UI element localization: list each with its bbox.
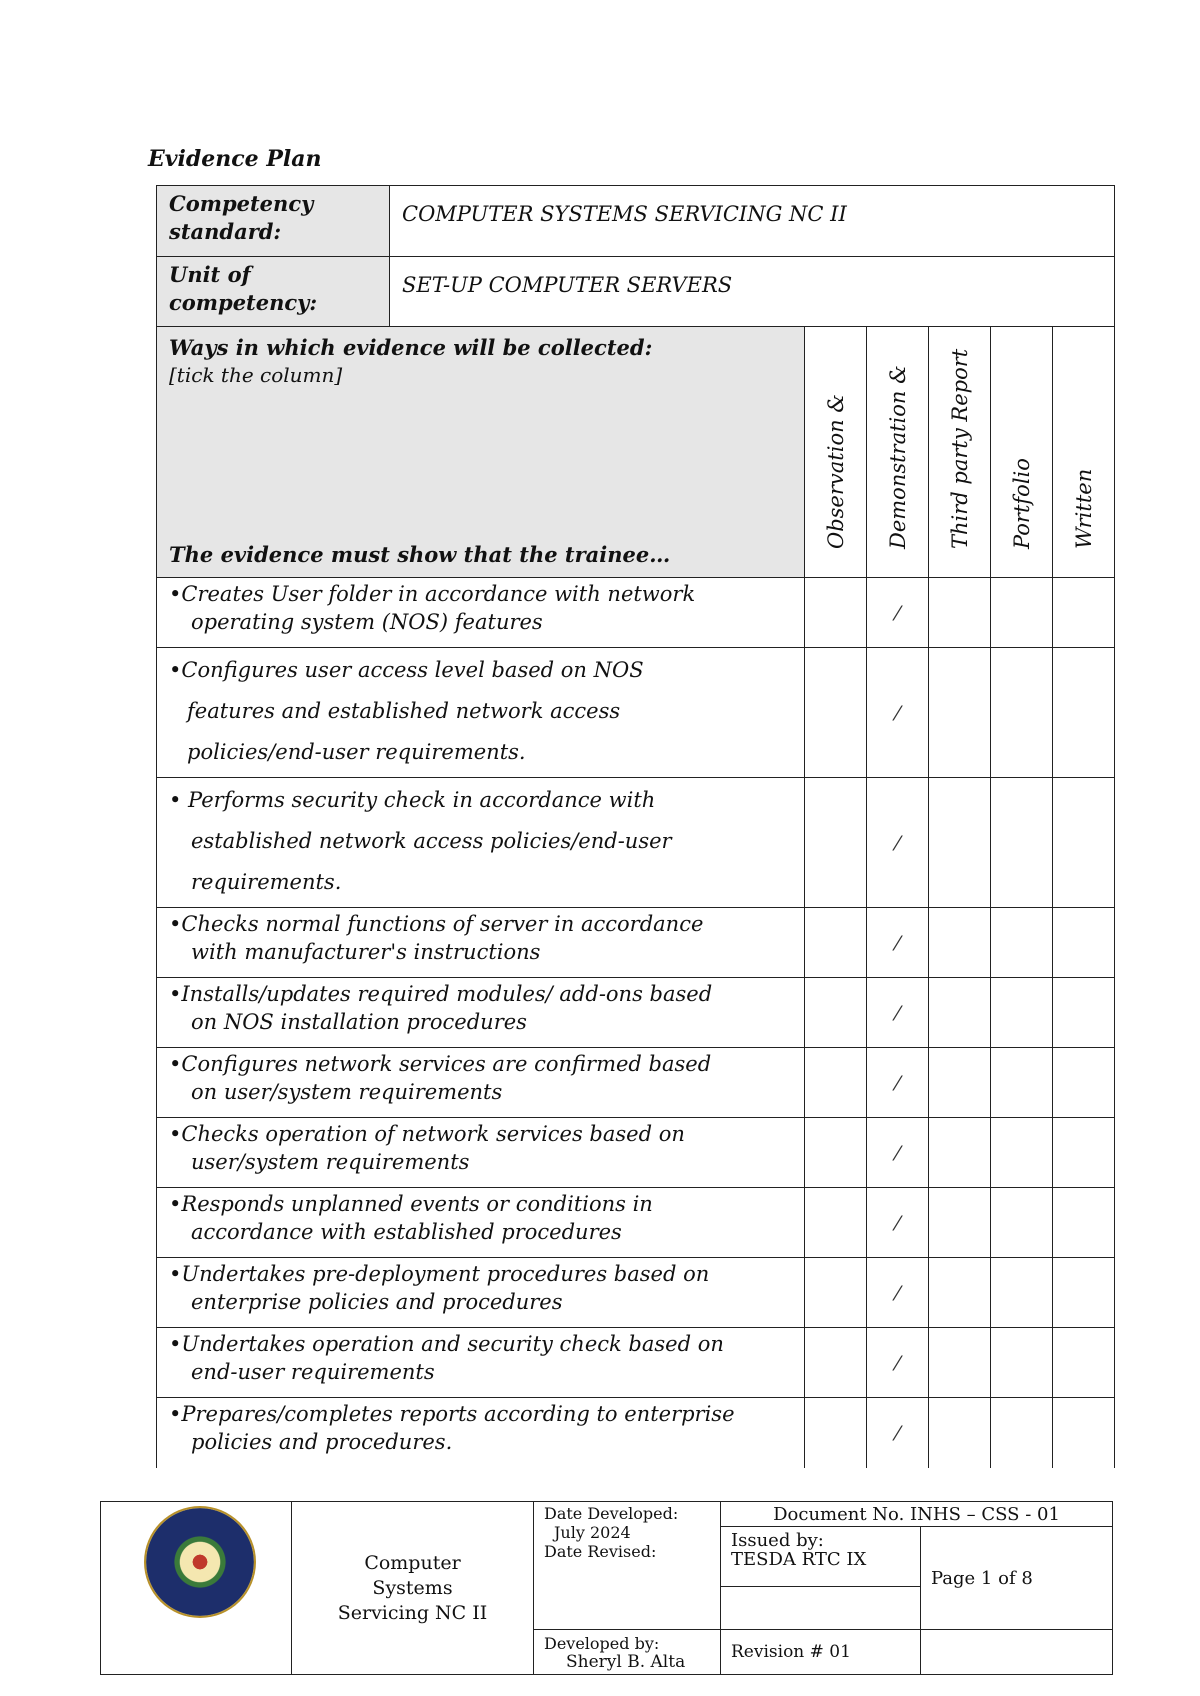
tick-mark: ⁄	[867, 648, 929, 778]
criterion-text: •Configures network services are confirmed based	[169, 1052, 712, 1076]
criterion-text: •Configures user access level based on NOS	[169, 658, 644, 682]
ways-footer: The evidence must show that the trainee…	[169, 542, 671, 567]
criterion-text: policies/end-user requirements.	[187, 740, 526, 764]
table-row	[157, 1048, 1115, 1118]
tick-mark: ⁄	[867, 1118, 929, 1188]
criterion-text: •Installs/updates required modules/ add-ons based	[169, 982, 713, 1006]
developed-by	[534, 1630, 721, 1675]
school-seal-icon	[146, 1508, 254, 1616]
column-header-label: Observation &	[823, 394, 848, 549]
criterion-text: •Checks normal functions of server in accordance	[169, 912, 704, 936]
tick-mark: ⁄	[867, 578, 929, 648]
criterion-text: •Prepares/completes reports according to enterprise	[169, 1402, 735, 1426]
tick-mark: ⁄	[867, 778, 929, 908]
criterion-text: with manufacturer's instructions	[191, 940, 541, 964]
revision-spacer	[921, 1630, 1113, 1675]
page-number: Page 1 of 8	[921, 1527, 1113, 1630]
criterion-text: • Performs security check in accordance with	[169, 788, 656, 812]
criterion-text: on user/system requirements	[191, 1080, 503, 1104]
ways-title: Ways in which evidence will be collected:	[169, 335, 653, 360]
criterion-text: •Undertakes operation and security check based on	[169, 1332, 724, 1356]
date-developed: July 2024	[554, 1523, 631, 1542]
column-header-demonstration	[867, 327, 929, 578]
column-header-third-party-report	[929, 327, 991, 578]
table-row	[157, 1118, 1115, 1188]
table-row	[157, 1258, 1115, 1328]
criterion-text: end-user requirements	[191, 1360, 435, 1384]
column-header-written	[1053, 327, 1115, 578]
table-row	[157, 578, 1115, 648]
criterion-text: requirements.	[191, 870, 342, 894]
unit-of-competency-value: SET-UP COMPUTER SERVERS	[390, 257, 1115, 327]
tick-mark: ⁄	[867, 908, 929, 978]
developed-by-name: Sheryl B. Alta	[566, 1652, 686, 1672]
criterion-text: features and established network access	[187, 699, 621, 723]
tick-mark: ⁄	[867, 1258, 929, 1328]
tick-mark: ⁄	[867, 1328, 929, 1398]
date-developed-label: Date Developed:	[544, 1504, 679, 1523]
evidence-plan-table	[156, 185, 1115, 1468]
table-row	[157, 1328, 1115, 1398]
criterion-text: •Creates User folder in accordance with network	[169, 582, 696, 606]
tick-mark: ⁄	[867, 1398, 929, 1468]
criterion-text: operating system (NOS) features	[191, 610, 543, 634]
criterion-text: •Undertakes pre-deployment procedures based on	[169, 1262, 710, 1286]
revision: Revision # 01	[721, 1630, 921, 1675]
criterion-text: user/system requirements	[191, 1150, 470, 1174]
competency-standard-label: Competency standard:	[157, 186, 390, 257]
criterion-text: policies and procedures.	[191, 1430, 453, 1454]
issued-by	[721, 1527, 921, 1587]
column-header-label: Third party Report	[947, 348, 972, 549]
issued-by-label: Issued by:	[731, 1530, 824, 1551]
column-header-observation	[805, 327, 867, 578]
tick-mark: ⁄	[867, 1188, 929, 1258]
table-row	[157, 978, 1115, 1048]
issued-by-value: TESDA RTC IX	[731, 1549, 867, 1570]
date-info	[534, 1502, 721, 1630]
criterion-text: •Checks operation of network services based on	[169, 1122, 685, 1146]
table-row	[157, 1188, 1115, 1258]
date-revised-label: Date Revised:	[544, 1542, 657, 1561]
seal-cell	[101, 1502, 292, 1675]
criterion-text: enterprise policies and procedures	[191, 1290, 563, 1314]
competency-standard-value: COMPUTER SYSTEMS SERVICING NC II	[390, 186, 1115, 257]
page-title: Evidence Plan	[148, 146, 322, 172]
tick-mark: ⁄	[867, 978, 929, 1048]
column-header-label: Portfolio	[1009, 458, 1034, 549]
developed-by-label: Developed by:	[544, 1634, 660, 1653]
issued-by-spacer	[721, 1587, 921, 1630]
evidence-ways-header	[157, 327, 805, 578]
ways-subtitle: [tick the column]	[169, 363, 343, 387]
course-name: Computer Systems Servicing NC II	[292, 1502, 534, 1675]
criterion-text: accordance with established procedures	[191, 1220, 622, 1244]
table-row	[157, 908, 1115, 978]
column-header-label: Written	[1071, 468, 1096, 549]
table-row	[157, 778, 1115, 908]
table-row	[157, 648, 1115, 778]
column-header-portfolio	[991, 327, 1053, 578]
tick-mark: ⁄	[867, 1048, 929, 1118]
criterion-text: •Responds unplanned events or conditions in	[169, 1192, 653, 1216]
table-row	[157, 1398, 1115, 1468]
unit-of-competency-label: Unit of competency:	[157, 257, 390, 327]
document-footer	[100, 1501, 1113, 1675]
column-header-label: Demonstration &	[885, 365, 910, 549]
criterion-text: on NOS installation procedures	[191, 1010, 527, 1034]
criterion-text: established network access policies/end-user	[191, 829, 672, 853]
document-number: Document No. INHS – CSS - 01	[721, 1502, 1113, 1527]
